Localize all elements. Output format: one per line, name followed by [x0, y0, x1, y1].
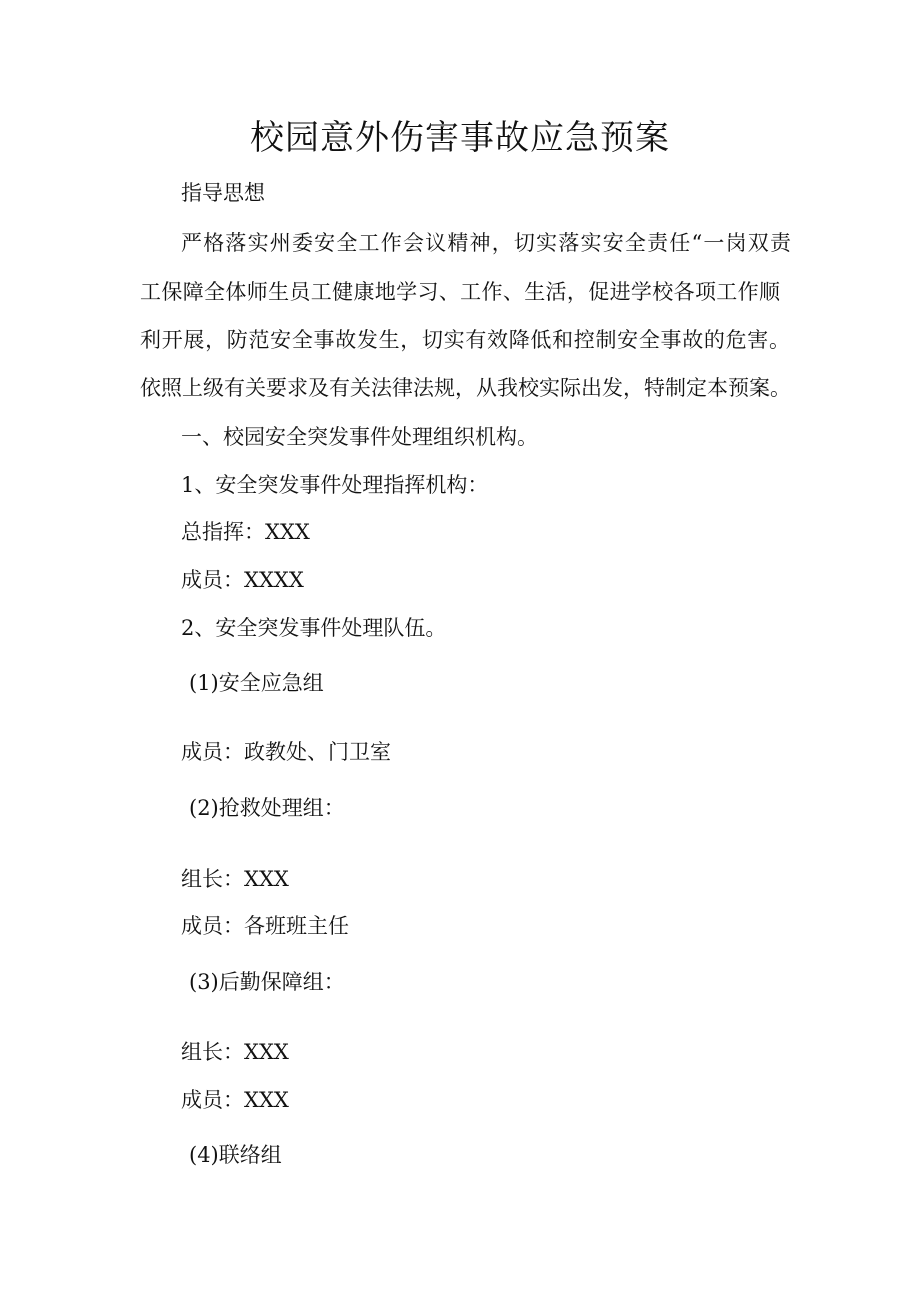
paragraph-line-2: 工保障全体师生员工健康地学习、工作、生活，促进学校各项工作顺: [140, 280, 780, 304]
group-rescue-leader: 组长：XXX: [181, 867, 289, 891]
group-emergency-members: 成员：政教处、门卫室: [181, 740, 391, 764]
command-members-line: 成员：XXXX: [181, 568, 304, 592]
paragraph-line-4: 依照上级有关要求及有关法律法规，从我校实际出发，特制定本预案。: [140, 376, 791, 400]
group-liaison-heading: (4)联络组: [189, 1143, 282, 1167]
section-heading-1: 一、校园安全突发事件处理组织机构。: [181, 425, 538, 449]
item-command-structure: 1、安全突发事件处理指挥机构：: [181, 473, 489, 497]
group-logistics-heading: (3)后勤保障组：: [189, 970, 345, 994]
paragraph-line-3: 利开展，防范安全事故发生，切实有效降低和控制安全事故的危害。: [140, 328, 790, 352]
group-logistics-members: 成员：XXX: [181, 1088, 289, 1112]
heading-guiding-thought: 指导思想: [181, 181, 265, 205]
group-emergency-heading: (1)安全应急组: [189, 671, 324, 695]
group-logistics-leader: 组长：XXX: [181, 1040, 289, 1064]
item-response-teams: 2、安全突发事件处理队伍。: [181, 616, 447, 640]
document-title: 校园意外伤害事故应急预案: [250, 118, 670, 158]
group-rescue-heading: (2)抢救处理组：: [189, 796, 345, 820]
commander-line: 总指挥：XXX: [181, 520, 310, 544]
group-rescue-members: 成员：各班班主任: [181, 914, 349, 938]
paragraph-line-1: 严格落实州委安全工作会议精神，切实落实安全责任“一岗双责: [181, 231, 791, 255]
